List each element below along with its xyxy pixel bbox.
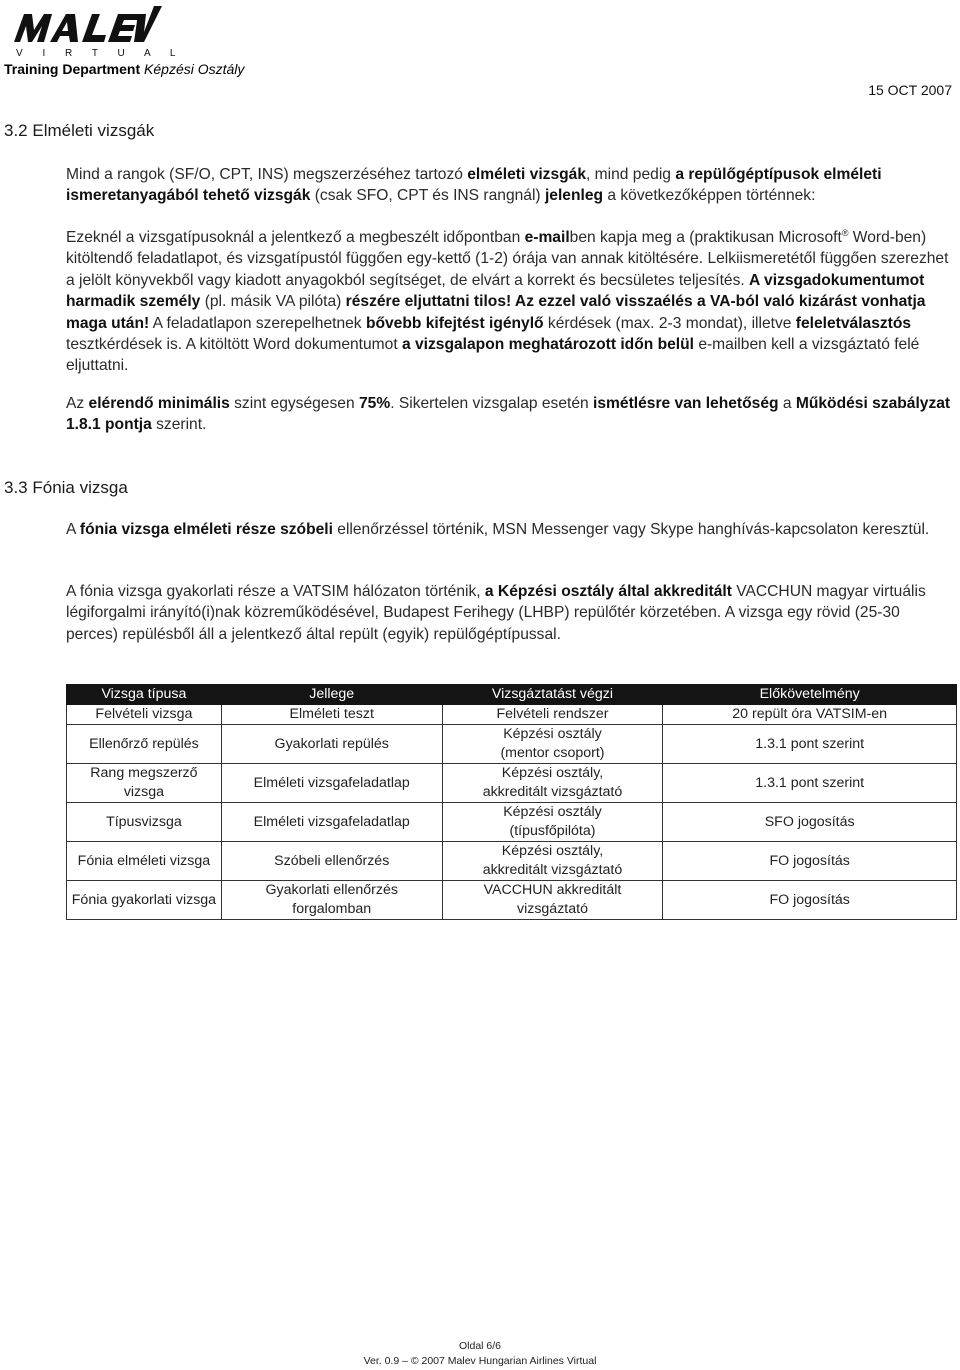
text-run: ellenőrzéssel történik, MSN Messenger vagy Skype hanghívás-kapcsolaton keresztül. — [332, 521, 930, 538]
footer-version: Ver. 0.9 – © 2007 Malev Hungarian Airlines Virtual — [363, 1355, 597, 1367]
text-run: a következőképpen történnek: — [603, 187, 816, 205]
table-cell: Fónia elméleti vizsga — [67, 842, 222, 881]
document-date: 15 OCT 2007 — [868, 82, 952, 98]
emphasized-text: bővebb kifejtést igénylő — [365, 314, 544, 332]
table-cell: VACCHUN akkreditált vizsgáztató — [442, 881, 663, 920]
table-cell: Gyakorlati ellenőrzés forgalomban — [221, 881, 442, 920]
emphasized-text: elméleti vizsgák — [467, 166, 587, 183]
text-run: ben kapja meg a (praktikusan Microsoft — [569, 229, 842, 246]
table-header-cell: Vizsga típusa — [67, 685, 222, 705]
text-run: ® — [841, 227, 849, 238]
emphasized-text: a Képzési osztály által akkreditált — [484, 583, 732, 600]
exam-types-table — [66, 684, 957, 920]
table-row — [67, 842, 957, 881]
emphasized-text: elérendő minimális — [88, 395, 230, 412]
logo-subtitle: V I R T U A L — [16, 48, 184, 59]
text-run: tesztkérdések is. A kitöltött Word dokumentumot — [66, 336, 402, 354]
table-cell: Képzési osztály, akkreditált vizsgáztató — [442, 842, 663, 881]
table-cell: Képzési osztály (típusfőpilóta) — [442, 803, 663, 842]
text-run: Mind a rangok (SF/O, CPT, INS) megszerzéséhez tartozó — [66, 166, 468, 183]
text-run: szint egységesen — [229, 395, 359, 412]
paragraph-phonia-practical — [66, 581, 956, 645]
department-hu: Képzési Osztály — [144, 61, 245, 77]
emphasized-text: ismétlésre van lehetőség — [593, 395, 779, 412]
emphasized-text: 75% — [358, 395, 391, 412]
table-cell: Ellenőrző repülés — [67, 725, 222, 764]
table-row — [67, 881, 957, 920]
table-cell: FO jogosítás — [663, 842, 957, 881]
table-cell: 1.3.1 pont szerint — [663, 764, 957, 803]
text-run: A feladatlapon szerepelhetnek — [149, 314, 366, 332]
department-en: Training Department — [4, 61, 141, 77]
table-header-cell: Előkövetelmény — [663, 685, 957, 705]
paragraph-theory-intro — [66, 164, 956, 207]
table-cell: Képzési osztály (mentor csoport) — [442, 725, 663, 764]
text-run: kérdések (max. 2-3 mondat), illetve — [543, 314, 796, 332]
footer-page-number: Oldal 6/6 — [458, 1340, 502, 1352]
table-cell: Elméleti vizsgafeladatlap — [221, 764, 442, 803]
text-run: szerint. — [151, 416, 207, 434]
table-cell: Képzési osztály, akkreditált vizsgáztató — [442, 764, 663, 803]
paragraph-pass-level — [66, 393, 956, 436]
emphasized-text: részére eljuttatni tilos! Az ezzel való visszaélés a VA-ból való kizárást vonhatja maga után! — [66, 293, 926, 332]
table-row — [67, 705, 957, 725]
emphasized-text: Működési szabályzat 1.8.1 pontja — [66, 395, 951, 434]
emphasized-text: fónia vizsga elméleti része szóbeli — [79, 521, 333, 538]
table-header-row — [67, 685, 957, 705]
table-cell: Rang megszerző vizsga — [67, 764, 222, 803]
emphasized-text: feleletválasztós — [795, 314, 912, 332]
section-heading-3-2: 3.2 Elméleti vizsgák — [4, 121, 155, 140]
table-cell: SFO jogosítás — [663, 803, 957, 842]
text-run: VACCHUN magyar virtuális légiforgalmi irányító(i)nak közreműködésével, Budapest Ferihegy (LHBP) repülőtér körzetében. A vizsga egy rövid (25-30 perces) repülésből áll a jelentkező által repült (egyik) repülőgéptípussal. — [66, 583, 926, 643]
text-run: Az — [66, 395, 89, 412]
emphasized-text: a vizsgalapon meghatározott időn belül — [402, 336, 694, 354]
section-heading-3-3: 3.3 Fónia vizsga — [4, 478, 128, 497]
table-cell: Felvételi rendszer — [442, 705, 663, 725]
text-run: A — [66, 521, 80, 538]
text-run: (csak SFO, CPT és INS rangnál) — [310, 187, 545, 205]
text-run: . Sikertelen vizsgalap esetén — [390, 395, 594, 412]
table-cell: Fónia gyakorlati vizsga — [67, 881, 222, 920]
text-run: a — [778, 395, 796, 412]
table-header-cell: Vizsgáztatást végzi — [442, 685, 663, 705]
table-cell: Elméleti teszt — [221, 705, 442, 725]
emphasized-text: A vizsgadokumentumot harmadik személy — [66, 271, 925, 311]
emphasized-text: jelenleg — [544, 187, 604, 205]
table-cell: Típusvizsga — [67, 803, 222, 842]
table-cell: 20 repült óra VATSIM-en — [663, 705, 957, 725]
table-cell: Szóbeli ellenőrzés — [221, 842, 442, 881]
table-row — [67, 764, 957, 803]
table-cell: Gyakorlati repülés — [221, 725, 442, 764]
table-cell: 1.3.1 pont szerint — [663, 725, 957, 764]
text-run: Word-ben) kitöltendő feladatlapot, és vizsgatípustól függően egy-kettő (1-2) órája van annak kitöltésére. Lelkiismeretétől függően szerezhet a jelölt könyvekből vagy kiadott anyagokból segítséget, de elvárt a korrekt és becsületes teljesítés. — [66, 229, 949, 289]
table-row — [67, 725, 957, 764]
table-header-cell: Jellege — [221, 685, 442, 705]
text-run: , mind pedig — [586, 166, 676, 183]
text-run: Ezeknél a vizsgatípusoknál a jelentkező a megbeszélt időpontban — [66, 229, 525, 246]
text-run: e-mailben kell a vizsgáztató felé eljuttatni. — [66, 336, 920, 375]
paragraph-exam-procedure — [66, 227, 956, 377]
table-cell: Felvételi vizsga — [67, 705, 222, 725]
emphasized-text: a repülőgéptípusok elméleti ismeretanyagából tehető vizsgák — [66, 166, 882, 205]
emphasized-text: e-mail — [524, 229, 570, 246]
malev-virtual-logo — [4, 4, 184, 60]
table-cell: Elméleti vizsgafeladatlap — [221, 803, 442, 842]
department-label — [4, 60, 244, 78]
paragraph-phonia-theory — [66, 519, 956, 540]
text-run: A fónia vizsga gyakorlati része a VATSIM hálózaton történik, — [66, 583, 485, 600]
text-run: (pl. másik VA pilóta) — [200, 293, 346, 311]
table-cell: FO jogosítás — [663, 881, 957, 920]
table-row — [67, 803, 957, 842]
